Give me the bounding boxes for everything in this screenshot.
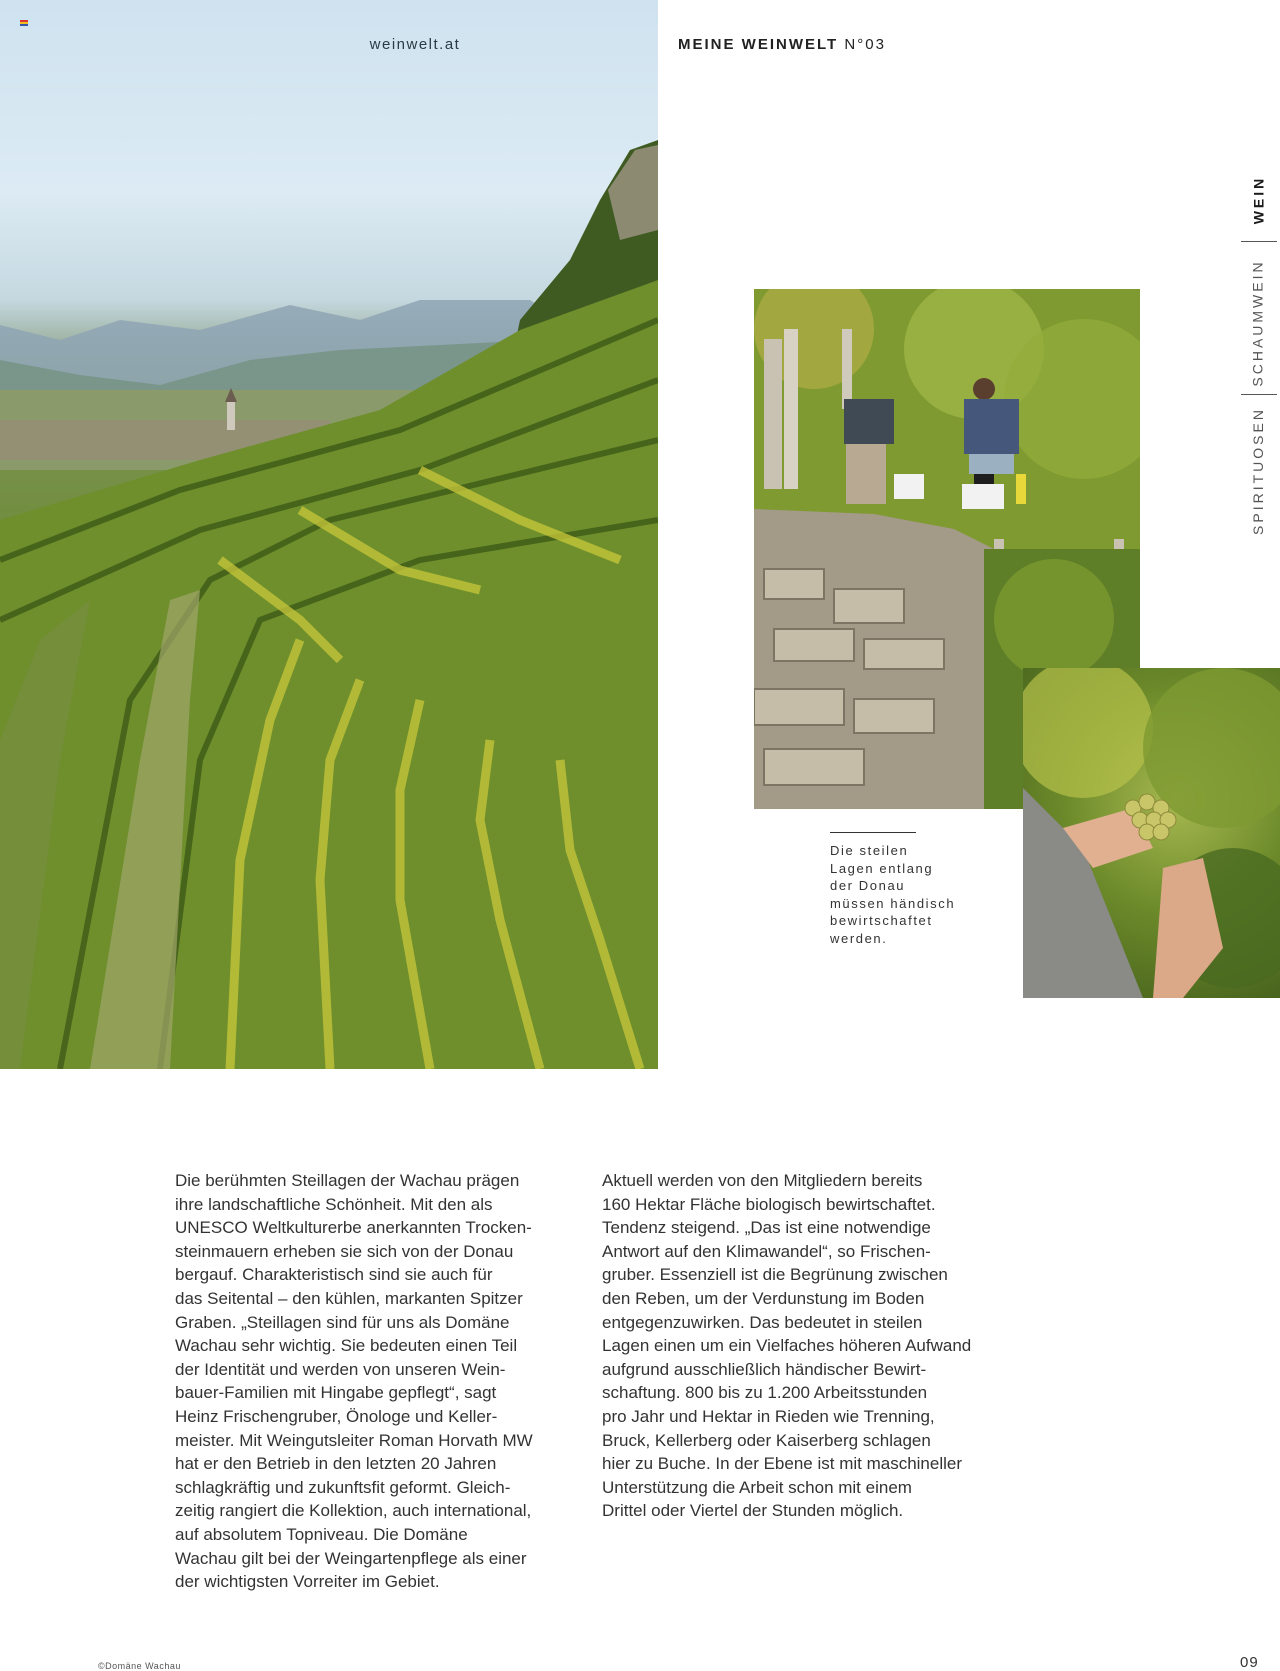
text-line: gruber. Essenziell ist die Begrünung zwischen (602, 1265, 948, 1285)
issue-number: N°03 (844, 36, 886, 53)
caption-line: Lagen entlang (830, 860, 934, 876)
hero-vineyard-photo (0, 0, 658, 1069)
caption-line: müssen händisch (830, 895, 956, 911)
magazine-title (678, 36, 886, 53)
text-line: Bruck, Kellerberg oder Kaiserberg schlagen (602, 1430, 931, 1450)
text-line: entgegenzuwirken. Das bedeutet in steilen (602, 1312, 923, 1332)
text-line: das Seitental – den kühlen, markanten Spitzer (175, 1288, 523, 1308)
text-line: schlagkräftig und zukunftsfit geformt. Gleich- (175, 1477, 511, 1497)
text-line: den Reben, um der Verdunstung im Boden (602, 1288, 925, 1308)
text-line: Lagen einen um ein Vielfaches höheren Aufwand (602, 1336, 972, 1356)
text-line: Tendenz steigend. „Das ist eine notwendige (602, 1218, 931, 1238)
photo-credit: ©Domäne Wachau (98, 1661, 181, 1671)
caption-line: Die steilen (830, 843, 909, 858)
article-column-right (602, 1169, 1002, 1523)
magazine-name: MEINE WEINWELT (678, 36, 839, 53)
nav-divider (1241, 394, 1277, 395)
page-number: 09 (1240, 1654, 1259, 1671)
text-line: zeitig rangiert die Kollektion, auch international, (175, 1501, 532, 1521)
language-flag-icon[interactable] (20, 20, 28, 26)
caption-line: bewirtschaftet (830, 913, 933, 928)
nav-item-schaumwein[interactable] (1238, 255, 1278, 390)
text-line: Drittel oder Viertel der Stunden möglich. (602, 1501, 904, 1521)
photo-caption (830, 842, 990, 947)
nav-item-wein[interactable] (1238, 175, 1278, 225)
text-line: der Identität und werden von unseren Wein- (175, 1359, 506, 1379)
text-line: schaftung. 800 bis zu 1.200 Arbeitsstunden (602, 1383, 928, 1403)
caption-rule (830, 832, 916, 833)
text-line: 160 Hektar Fläche biologisch bewirtschaftet. (602, 1194, 936, 1214)
text-line: Antwort auf den Klimawandel“, so Frischen- (602, 1241, 931, 1261)
nav-item-label: SPIRITUOSEN (1250, 407, 1266, 535)
caption-line: der Donau (830, 878, 906, 893)
text-line: UNESCO Weltkulturerbe anerkannten Trocken- (175, 1218, 532, 1238)
text-line: Graben. „Steillagen sind für uns als Domäne (175, 1312, 510, 1332)
text-line: Wachau sehr wichtig. Sie bedeuten einen Teil (175, 1336, 518, 1356)
text-line: hier zu Buche. In der Ebene ist mit maschineller (602, 1454, 963, 1474)
site-url[interactable]: weinwelt.at (369, 36, 461, 53)
text-line: Wachau gilt bei der Weingartenpflege als einer (175, 1548, 527, 1568)
text-line: hat er den Betrieb in den letzten 20 Jahren (175, 1454, 497, 1474)
section-nav (1238, 175, 1278, 535)
nav-divider (1241, 241, 1277, 242)
nav-item-spirituosen[interactable] (1238, 407, 1278, 535)
text-line: Unterstützung die Arbeit schon mit einem (602, 1477, 912, 1497)
text-line: auf absolutem Topniveau. Die Domäne (175, 1524, 468, 1544)
nav-item-label: SCHAUMWEIN (1250, 258, 1267, 387)
text-line: der wichtigsten Vorreiter im Gebiet. (175, 1572, 440, 1592)
text-line: steinmauern erheben sie sich von der Donau (175, 1241, 514, 1261)
text-line: bauer-Familien mit Hingabe gepflegt“, sagt (175, 1383, 497, 1403)
text-line: Heinz Frischengruber, Önologe und Keller- (175, 1406, 498, 1426)
caption-line: werden. (830, 930, 888, 946)
text-line: bergauf. Charakteristisch sind sie auch für (175, 1265, 493, 1285)
nav-item-label: WEIN (1250, 175, 1266, 225)
text-line: Aktuell werden von den Mitgliedern bereits (602, 1171, 923, 1190)
text-line: meister. Mit Weingutsleiter Roman Horvath MW (175, 1430, 533, 1450)
article-column-left (175, 1169, 575, 1594)
text-line: Die berühmten Steillagen der Wachau prägen (175, 1171, 520, 1190)
text-line: aufgrund ausschließlich händischer Bewirt- (602, 1359, 927, 1379)
text-line: pro Jahr und Hektar in Rieden wie Trenning, (602, 1406, 935, 1426)
grape-harvest-closeup-photo (1023, 668, 1280, 998)
grape-closeup-illustration (1023, 668, 1280, 998)
text-line: ihre landschaftliche Schönheit. Mit den als (175, 1194, 493, 1214)
vineyard-landscape-illustration (0, 0, 658, 1069)
